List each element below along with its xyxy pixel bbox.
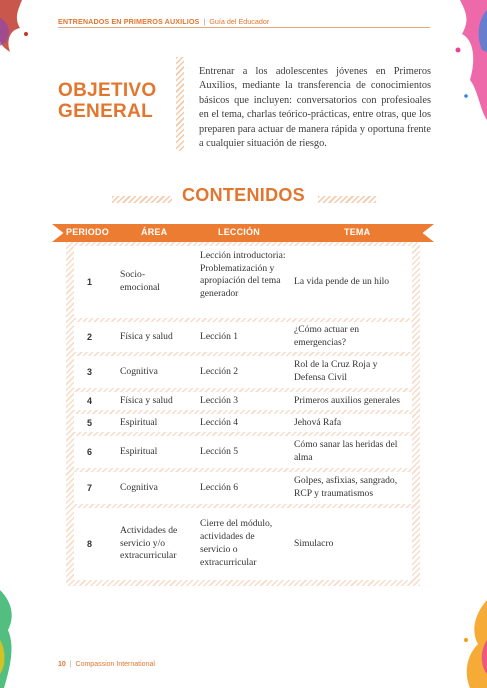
table-row bbox=[74, 472, 412, 504]
cell-leccion: Lección 3 bbox=[200, 394, 239, 406]
table-row bbox=[74, 322, 412, 352]
cell-periodo: 4 bbox=[87, 395, 93, 406]
cell-periodo: 8 bbox=[87, 538, 93, 549]
objetivo-title: OBJETIVO GENERAL bbox=[58, 80, 157, 122]
cell-area: Actividades de servicio y/o extracurricular bbox=[120, 524, 178, 562]
paint-splash-bottom-right bbox=[440, 600, 487, 688]
cell-leccion: Lección introductoria: Problematización y apropiación del tema generador bbox=[200, 250, 286, 299]
contenidos-title: CONTENIDOS bbox=[181, 185, 305, 205]
page-number: 10 bbox=[58, 661, 66, 668]
table-row bbox=[74, 356, 412, 388]
column-header-periodo: PERIODO bbox=[66, 227, 109, 237]
header-title: ENTRENADOS EN PRIMEROS AUXILIOS bbox=[58, 17, 200, 26]
cell-area: Espiritual bbox=[120, 416, 158, 428]
cell-periodo: 7 bbox=[87, 482, 93, 493]
cell-leccion: Lección 1 bbox=[200, 330, 239, 342]
cell-tema: Simulacro bbox=[294, 537, 334, 549]
cell-tema: ¿Cómo actuar en emergencias? bbox=[294, 324, 359, 348]
cell-periodo: 3 bbox=[87, 366, 93, 377]
paint-splash-bottom-left bbox=[0, 570, 30, 688]
table-row bbox=[74, 246, 412, 318]
column-header-leccion: LECCIÓN bbox=[218, 227, 260, 237]
cell-periodo: 1 bbox=[87, 276, 93, 287]
column-header-tema: TEMA bbox=[344, 227, 371, 237]
cell-leccion: Lección 4 bbox=[200, 416, 239, 428]
cell-tema: La vida pende de un hilo bbox=[294, 275, 390, 287]
table-row bbox=[74, 392, 412, 410]
cell-tema: Primeros auxilios generales bbox=[294, 394, 401, 406]
cell-periodo: 5 bbox=[87, 417, 93, 428]
cell-leccion: Lección 6 bbox=[200, 481, 239, 493]
running-header bbox=[58, 17, 269, 26]
header-separator: | bbox=[203, 17, 206, 26]
table-row bbox=[74, 436, 412, 468]
cell-area: Cognitiva bbox=[120, 481, 158, 493]
table-row bbox=[74, 508, 412, 580]
cell-periodo: 2 bbox=[87, 331, 93, 342]
footer-separator: | bbox=[69, 661, 72, 668]
paint-splash-top-right bbox=[440, 0, 487, 140]
cell-area: Socio- emocional bbox=[120, 269, 160, 293]
header-subtitle: Guía del Educador bbox=[209, 17, 270, 26]
contenidos-hatch-right bbox=[318, 196, 376, 203]
cell-tema: Cómo sanar las heridas del alma bbox=[294, 439, 398, 463]
cell-tema: Rol de la Cruz Roja y Defensa Civil bbox=[294, 359, 378, 383]
objetivo-divider bbox=[176, 57, 184, 151]
cell-leccion: Cierre del módulo, actividades de servicio o extracurricular bbox=[200, 518, 273, 568]
table-header bbox=[52, 224, 434, 242]
cell-area: Espiritual bbox=[120, 445, 158, 457]
cell-area: Física y salud bbox=[120, 330, 173, 342]
cell-tema: Golpes, asfixias, sangrado, RCP y traumatismos bbox=[294, 475, 398, 499]
paint-splash-top-left bbox=[0, 0, 40, 70]
table-row bbox=[74, 414, 412, 432]
cell-area: Cognitiva bbox=[120, 365, 158, 377]
cell-periodo: 6 bbox=[87, 446, 93, 457]
cell-tema: Jehová Rafa bbox=[294, 416, 342, 428]
contents-table bbox=[66, 242, 420, 586]
page-footer bbox=[58, 661, 155, 668]
cell-leccion: Lección 5 bbox=[200, 445, 239, 457]
cell-area: Física y salud bbox=[120, 394, 173, 406]
objetivo-text: Entrenar a los adolescentes jóvenes en Primeros Auxilios, mediante la transferencia de conocimientos básicos que incluyen: conversatorios con profesioales en el tema, charlas teórico-prácticas, entre otras, que los preparen para actuar de manera rápida y oportuna frente a cualquier situación de riesgo. bbox=[199, 66, 431, 150]
footer-org: Compassion International bbox=[75, 661, 155, 668]
header-rule bbox=[58, 27, 430, 28]
column-header-area: ÁREA bbox=[141, 227, 168, 237]
cell-leccion: Lección 2 bbox=[200, 365, 239, 377]
